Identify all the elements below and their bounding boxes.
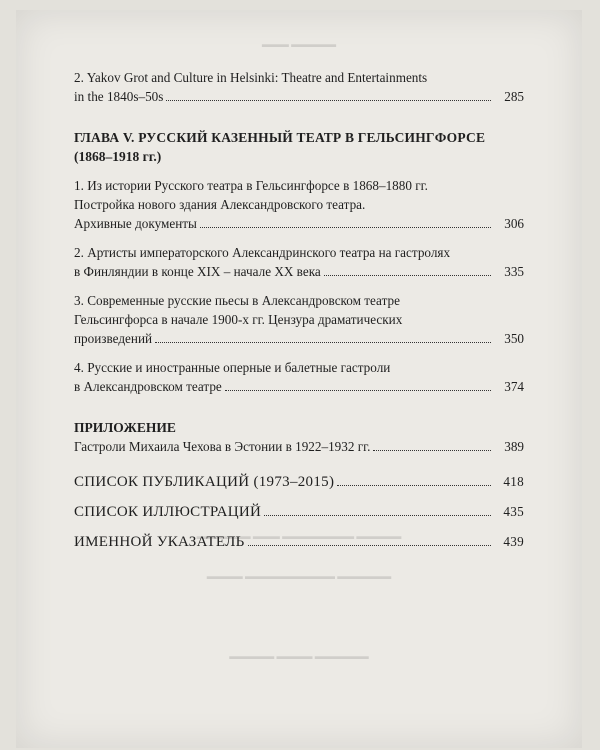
toc-page-number: 306 <box>504 216 524 231</box>
toc-entry-text: 4. Русские и иностранные оперные и балетные гастроли <box>74 360 391 375</box>
toc-entry <box>74 243 524 281</box>
toc-entry-text: в Финляндии в конце XIX – начале XX века <box>74 264 321 279</box>
toc-entry-text: Гельсингфорса в начале 1900-х гг. Цензура драматических <box>74 312 403 327</box>
toc-entry-text: in the 1840s–50s <box>74 89 164 104</box>
toc-entry-text: 3. Современные русские пьесы в Александровском театре <box>74 293 400 308</box>
dot-leader <box>264 515 491 516</box>
dot-leader <box>337 485 491 486</box>
toc-page-number: 350 <box>504 331 524 346</box>
toc-entry-illustrations <box>74 502 524 522</box>
toc-page-number: 439 <box>503 534 524 549</box>
toc-entry-text: 1. Из истории Русского театра в Гельсингфорсе в 1868–1880 гг. <box>74 178 428 193</box>
dot-leader <box>248 545 491 546</box>
toc-page-number: 335 <box>504 264 524 279</box>
toc-entry <box>74 291 524 348</box>
dot-leader <box>225 390 491 391</box>
bleed-through-text: ▬▬▬▬▬▬ ▬▬▬ ▬▬▬▬▬▬▬▬ ▬▬▬▬▬ <box>196 531 402 541</box>
toc-entry <box>74 68 524 106</box>
toc-entry <box>74 437 524 456</box>
appendix-title: ПРИЛОЖЕНИЕ <box>74 420 176 435</box>
toc-entry-text: СПИСОК ПУБЛИКАЦИЙ (1973–2015) <box>74 474 335 490</box>
table-of-contents <box>74 68 524 552</box>
toc-entry-text: Гастроли Михаила Чехова в Эстонии в 1922–1932 гг. <box>74 439 371 454</box>
dot-leader <box>200 227 491 228</box>
chapter-subtitle: (1868–1918 гг.) <box>74 149 162 164</box>
toc-entry-text: 2. Yakov Grot and Culture in Helsinki: Theatre and Entertainments <box>74 70 428 85</box>
toc-entry-text: 2. Артисты императорского Александринского театра на гастролях <box>74 245 451 260</box>
toc-page-number: 374 <box>504 379 524 394</box>
toc-entry-publications <box>74 472 524 492</box>
toc-entry-text: Архивные документы <box>74 216 197 231</box>
toc-page-number: 435 <box>503 504 524 519</box>
dot-leader <box>155 342 491 343</box>
dot-leader <box>373 450 491 451</box>
toc-entry-text: Постройка нового здания Александровского театра. <box>74 197 366 212</box>
toc-page-number: 285 <box>504 89 524 104</box>
toc-entry <box>74 358 524 396</box>
dot-leader <box>166 100 491 101</box>
toc-entry-text: в Александровском театре <box>74 379 222 394</box>
toc-entry <box>74 176 524 233</box>
dot-leader <box>324 275 491 276</box>
toc-page-number: 418 <box>503 474 524 489</box>
toc-page-number: 389 <box>504 439 524 454</box>
bleed-through-text: ▬▬▬ ▬▬▬▬▬ <box>261 39 337 49</box>
chapter-title: ГЛАВА V. РУССКИЙ КАЗЕННЫЙ ТЕАТР В ГЕЛЬСИНГФОРСЕ <box>74 130 486 145</box>
toc-entry-text: произведений <box>74 331 153 346</box>
bleed-through-text: ▬▬▬▬▬ ▬▬▬▬ ▬▬▬▬▬▬ <box>229 651 369 661</box>
bleed-through-text: ▬▬▬▬ ▬▬▬▬▬▬▬▬▬▬ ▬▬▬▬▬▬ <box>206 571 392 581</box>
book-page <box>16 10 582 748</box>
toc-entry-text: ИМЕННОЙ УКАЗАТЕЛЬ <box>74 534 245 550</box>
toc-entry-text: СПИСОК ИЛЛЮСТРАЦИЙ <box>74 504 262 520</box>
toc-entry-name-index <box>74 532 524 552</box>
